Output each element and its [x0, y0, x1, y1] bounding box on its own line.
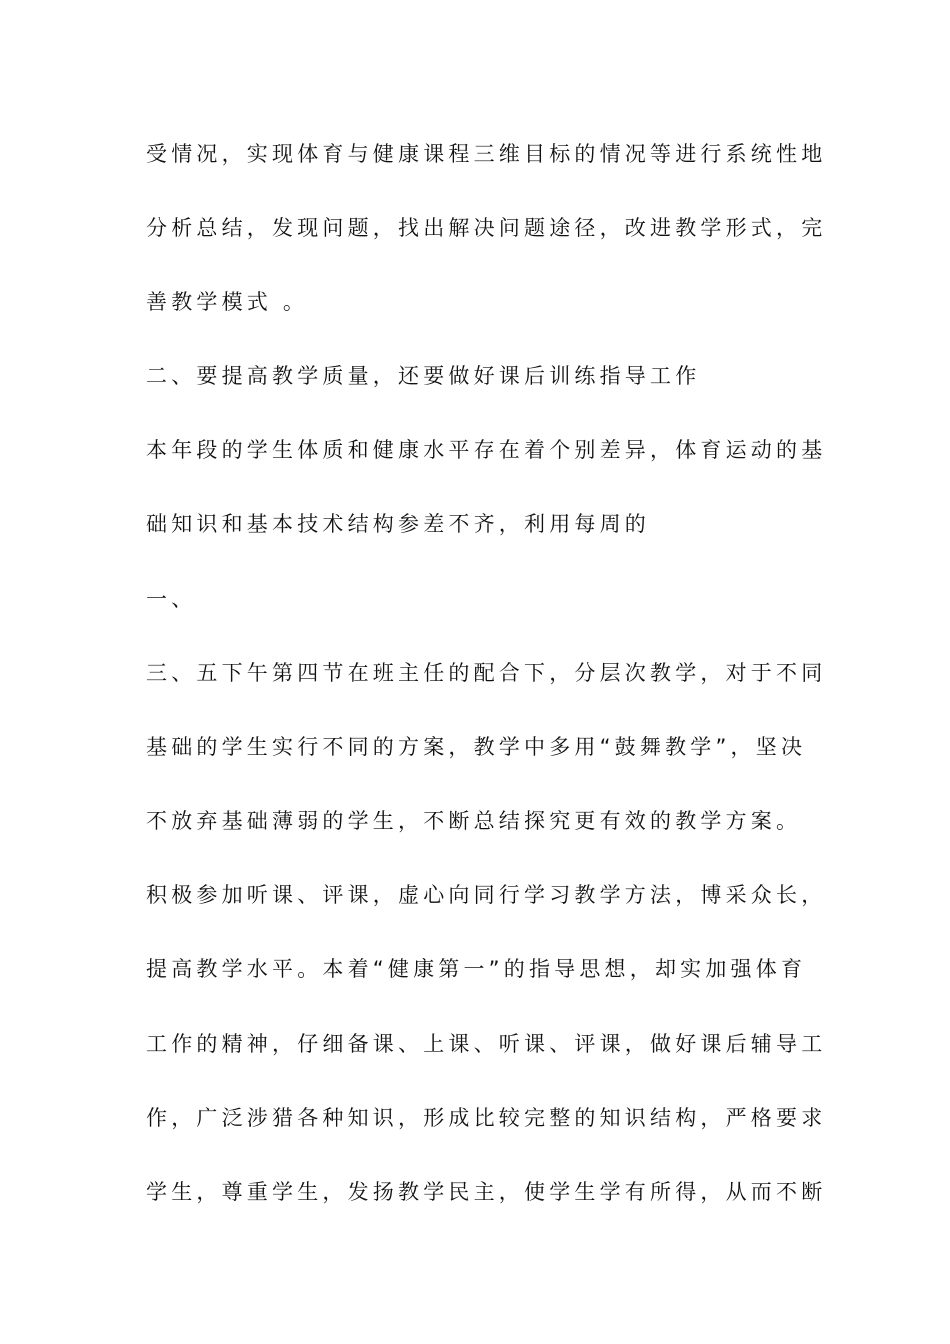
text-line-12: 提高教学水平。本着“健康第一”的指导思想，却实加强体育	[146, 957, 807, 981]
text-line-2: 分析总结，发现问题，找出解决问题途径，改进教学形式，完	[146, 216, 827, 240]
text-line-14: 作，广泛涉猎各种知识，形成比较完整的知识结构，严格要求	[146, 1106, 827, 1130]
text-line-7: 一、	[146, 587, 197, 611]
text-line-5: 本年段的学生体质和健康水平存在着个别差异，体育运动的基	[146, 438, 827, 462]
text-line-13: 工作的精神，仔细备课、上课、听课、评课，做好课后辅导工	[146, 1032, 827, 1056]
section-heading-2: 二、要提高教学质量，还要做好课后训练指导工作	[146, 364, 701, 388]
text-line-6: 础知识和基本技术结构参差不齐，利用每周的	[146, 512, 650, 536]
text-line-10: 不放弃基础薄弱的学生，不断总结探究更有效的教学方案。	[146, 809, 802, 833]
text-line-11: 积极参加听课、评课，虚心向同行学习教学方法，博采众长，	[146, 883, 827, 907]
text-line-1: 受情况，实现体育与健康课程三维目标的情况等进行系统性地	[146, 142, 827, 166]
text-line-8: 三、五下午第四节在班主任的配合下，分层次教学，对于不同	[146, 661, 827, 685]
text-line-3: 善教学模式 。	[146, 290, 309, 314]
text-line-9: 基础的学生实行不同的方案，教学中多用“鼓舞教学”，坚决	[146, 735, 807, 759]
text-line-15: 学生，尊重学生，发扬教学民主，使学生学有所得，从而不断	[146, 1180, 827, 1204]
